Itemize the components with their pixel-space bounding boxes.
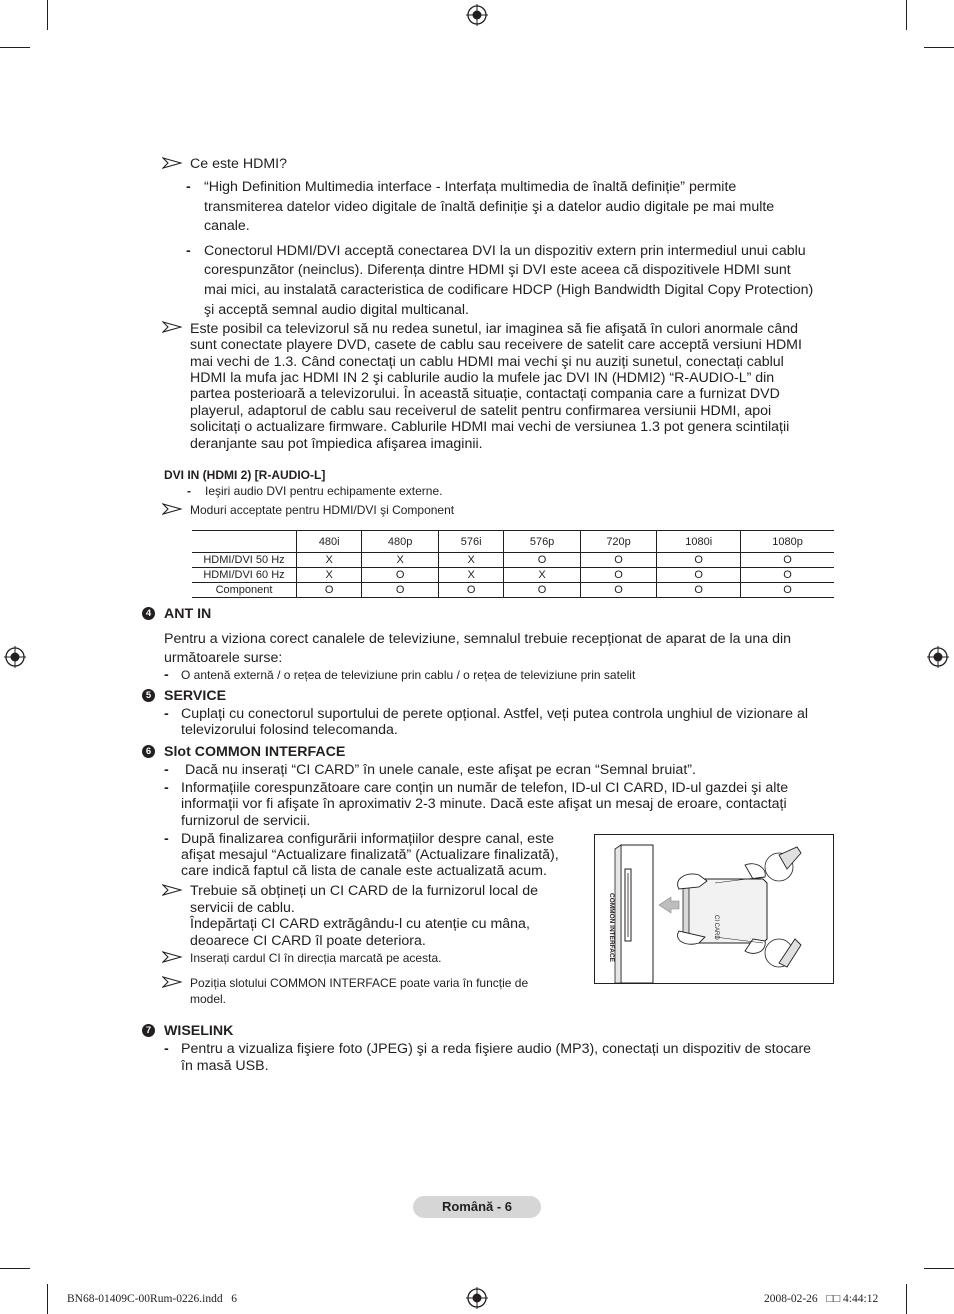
ant-in-text-line: Pentru a viziona corect canalele de televiziune, semnalul trebuie recepționat de aparat de la una din <box>164 631 792 647</box>
slot-note2: Inserați cardul CI în direcția marcată pe acesta. <box>190 951 442 965</box>
registration-mark-icon <box>927 646 949 668</box>
table-cell: O <box>580 583 656 598</box>
table-cell: O <box>657 553 741 568</box>
table-cell: O <box>297 583 362 598</box>
registration-mark-icon <box>466 4 488 26</box>
hdmi-note-line: partea posterioară a televizorului. În această situație, contactați compania care a furnizat DVD <box>190 386 780 402</box>
table-cell: O <box>504 553 580 568</box>
ant-in-heading: ANT IN <box>164 606 212 622</box>
table-row <box>192 553 834 568</box>
ci-slot-label: COMMON INTERFACE <box>608 893 615 962</box>
table-header-cell: 480i <box>297 531 362 553</box>
note-arrow-icon <box>162 976 182 988</box>
crop-mark <box>0 47 30 48</box>
hdmi-note-line: mai vechi de 1.3. Când conectați un cablu HDMI mai vechi şi nu auziți sunetul, conectați cablul <box>190 354 784 370</box>
service-heading: SERVICE <box>164 688 227 704</box>
page-number-badge: Română - 6 <box>413 1196 541 1218</box>
dvi-item: Ieşiri audio DVI pentru echipamente externe. <box>205 484 443 498</box>
slot-note3-line: model. <box>190 992 227 1006</box>
section-number-badge: 4 <box>142 607 155 620</box>
slot-note3-line: Poziția slotului COMMON INTERFACE poate varia în funcție de <box>190 976 529 990</box>
bullet-dash: - <box>164 1041 169 1057</box>
bullet-dash: - <box>164 706 169 722</box>
crop-mark <box>47 0 48 30</box>
hdmi-item1-line: “High Definition Multimedia interface - Interfața multimedia de înaltă definiție” permite <box>204 179 737 195</box>
table-cell: X <box>297 568 362 583</box>
table-header-cell: 480p <box>362 531 438 553</box>
hdmi-note-line: playerul, adaptorul de cablu sau receiverul de satelit pentru confirmarea versiunii HDMI, apoi <box>190 403 772 419</box>
table-cell: O <box>741 553 834 568</box>
table-header-cell: 1080i <box>657 531 741 553</box>
slot-note1-line: deoarece CI CARD îl poate deteriora. <box>190 933 426 949</box>
bullet-dash: - <box>186 179 191 195</box>
ci-card-label: CI CARD <box>713 915 719 940</box>
table-cell: O <box>362 583 438 598</box>
bullet-dash: - <box>187 484 191 498</box>
table-cell: X <box>504 568 580 583</box>
table-header-cell: 576p <box>504 531 580 553</box>
table-cell: X <box>438 568 503 583</box>
hdmi-note-line: deranjante sau pot împiedica afişarea imaginii. <box>190 436 483 452</box>
slot-item2-line: furnizorul de servicii. <box>181 813 311 829</box>
table-cell: X <box>297 553 362 568</box>
wiselink-item-line: în masă USB. <box>181 1058 269 1074</box>
slot-note1-line: Trebuie să obțineți un CI CARD de la furnizorul local de <box>190 883 539 899</box>
table-row-label: Component <box>192 583 297 598</box>
hdmi-item1-line: transmiterea datelor video digitale de înaltă definiție şi a datelor audio digitale pe mai multe <box>204 199 775 215</box>
crop-mark <box>906 1284 907 1314</box>
section-number-badge: 6 <box>142 745 155 758</box>
hdmi-item2-line: corespunzător (neinclus). Diferența dintre HDMI şi DVI este aceea că dispozitivele HDMI sunt <box>204 262 791 278</box>
table-cell: O <box>504 583 580 598</box>
bullet-dash: - <box>164 831 169 847</box>
table-header-cell: 576i <box>438 531 503 553</box>
table-cell: O <box>580 553 656 568</box>
note-arrow-icon <box>162 951 182 963</box>
hdmi-note-line: Este posibil ca televizorul să nu redea sunetul, iar imaginea să fie afişată în culori anormale când <box>190 321 799 337</box>
table-cell: O <box>657 568 741 583</box>
section-number-badge: 7 <box>142 1024 155 1037</box>
table-cell: O <box>741 583 834 598</box>
slot-note1-line: servicii de cablu. <box>190 900 295 916</box>
table-row-label: HDMI/DVI 50 Hz <box>192 553 297 568</box>
dvi-note: Moduri acceptate pentru HDMI/DVI şi Component <box>190 503 455 517</box>
bullet-dash: - <box>164 667 169 683</box>
service-item-line: televizorului folosind telecomanda. <box>181 722 398 738</box>
ant-in-item: O antenă externă / o rețea de televiziune prin cablu / o rețea de televiziune prin satelit <box>181 668 636 682</box>
table-cell <box>192 531 297 553</box>
ant-in-text-line: următoarele surse: <box>164 650 283 666</box>
slot-item1: Dacă nu inserați “CI CARD” în unele canale, este afişat pe ecran “Semnal bruiat”. <box>181 762 696 778</box>
table-cell: O <box>362 568 438 583</box>
slot-note1-line: Îndepărtați CI CARD extrăgându-l cu atenție cu mâna, <box>190 916 530 932</box>
table-cell: X <box>438 553 503 568</box>
bullet-dash: - <box>164 780 169 796</box>
crop-mark <box>0 1268 30 1269</box>
slot-item2-line: Informațiile corespunzătoare care conțin un număr de telefon, ID-ul CI CARD, ID-ul gazdei şi alte <box>181 780 789 796</box>
table-cell: O <box>741 568 834 583</box>
table-row-label: HDMI/DVI 60 Hz <box>192 568 297 583</box>
slot-item3-line: După finalizarea configurării informațiilor despre canal, este <box>181 831 555 847</box>
table-cell: X <box>362 553 438 568</box>
table-cell: O <box>580 568 656 583</box>
table-header-row <box>192 531 834 553</box>
ci-card-drawing <box>595 835 833 983</box>
slot-item2-line: informații vor fi afişate în aproximativ 2-3 minute. Dacă este afişat un mesaj de eroare, contactați <box>181 796 787 812</box>
registration-mark-icon <box>466 1287 488 1309</box>
table-row <box>192 583 834 598</box>
crop-mark <box>47 1284 48 1314</box>
note-arrow-icon <box>162 157 182 169</box>
slot-item3-line: afişat mesajul “Actualizare finalizată” (Actualizare finalizată), <box>181 847 559 863</box>
dvi-heading: DVI IN (HDMI 2) [R-AUDIO-L] <box>164 468 326 482</box>
slot-heading: Slot COMMON INTERFACE <box>164 744 346 760</box>
note-arrow-icon <box>162 503 182 515</box>
hdmi-item2-line: şi acceptă semnal audio digital multicanal. <box>204 302 469 318</box>
hdmi-item1-line: canale. <box>204 218 250 234</box>
wiselink-heading: WISELINK <box>164 1023 234 1039</box>
note-arrow-icon <box>162 884 182 896</box>
slug-left: BN68-01409C-00Rum-0226.indd 6 <box>67 1293 237 1305</box>
crop-mark <box>924 47 954 48</box>
ci-card-illustration <box>594 834 834 984</box>
hdmi-item2-line: Conectorul HDMI/DVI acceptă conectarea DVI la un dispozitiv extern prin intermediul unui cablu <box>204 243 806 259</box>
crop-mark <box>906 0 907 30</box>
bullet-dash: - <box>164 762 169 778</box>
table-cell: O <box>657 583 741 598</box>
hdmi-question: Ce este HDMI? <box>190 156 287 172</box>
table-row <box>192 568 834 583</box>
table-header-cell: 720p <box>580 531 656 553</box>
wiselink-item-line: Pentru a vizualiza fişiere foto (JPEG) şi a reda fişiere audio (MP3), conectați un dispozitiv de stocare <box>181 1041 812 1057</box>
table-header-cell: 1080p <box>741 531 834 553</box>
bullet-dash: - <box>186 243 191 259</box>
table-cell: O <box>438 583 503 598</box>
hdmi-note-line: HDMI la mufa jac HDMI IN 2 şi cablurile audio la mufele jac DVI IN (HDMI2) “R-AUDIO-L” din <box>190 370 775 386</box>
slug-right: 2008-02-26 □□ 4:44:12 <box>764 1293 879 1305</box>
slot-item3-line: care indică faptul că lista de canale este actualizată acum. <box>181 863 547 879</box>
registration-mark-icon <box>4 646 26 668</box>
service-item-line: Cuplați cu conectorul suportului de perete opțional. Astfel, veți putea controla unghiul de vizionare al <box>181 706 809 722</box>
hdmi-item2-line: mai mici, au instalată caracteristica de codificare HDCP (High Bandwidth Digital Copy Protection) <box>204 282 814 298</box>
hdmi-note-line: solicitați o actualizare firmware. Cablurile HDMI mai vechi de versiunea 1.3 pot genera scintilații <box>190 419 790 435</box>
crop-mark <box>924 1268 954 1269</box>
hdmi-note-line: sunt conectate playere DVD, casete de cablu sau receivere de satelit care acceptă versiuni HDMI <box>190 337 802 353</box>
modes-table <box>192 530 834 598</box>
note-arrow-icon <box>162 321 182 333</box>
section-number-badge: 5 <box>142 689 155 702</box>
